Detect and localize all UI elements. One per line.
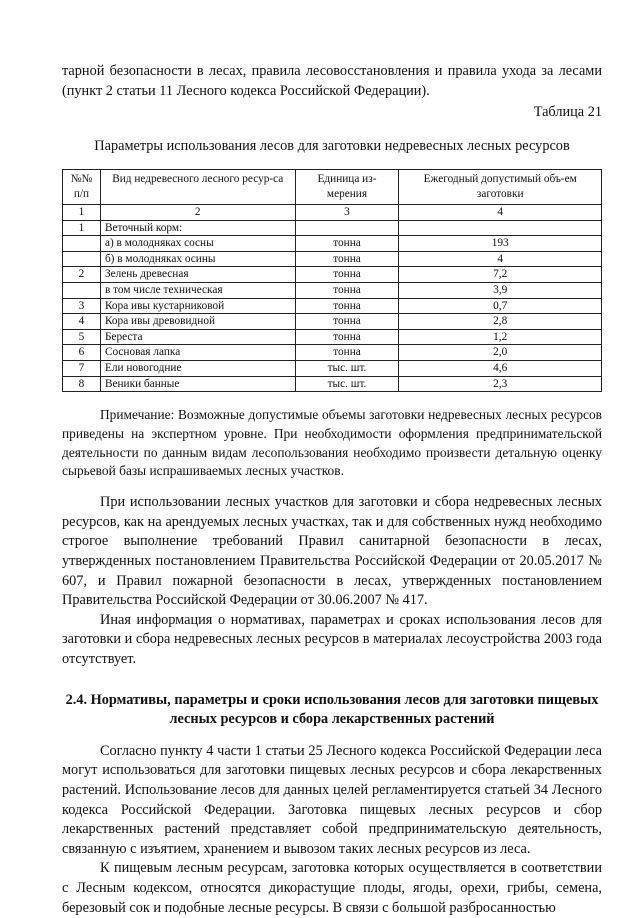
table-row xyxy=(63,329,602,345)
row-resource-cell: а) в молодняках сосны xyxy=(100,236,295,252)
row-number-cell: 2 xyxy=(63,267,101,283)
row-resource-cell: Береста xyxy=(100,329,295,345)
row-unit-cell: тонна xyxy=(295,267,399,283)
table-row xyxy=(63,298,602,314)
row-resource-cell: в том числе техническая xyxy=(100,282,295,298)
table-numbering-row xyxy=(63,204,602,220)
row-resource-cell: Кора ивы кустарниковой xyxy=(100,298,295,314)
table-row xyxy=(63,376,602,392)
body-paragraph: Иная информация о нормативах, параметрах и сроках использования лесов для заготовки и сбора недревесных лесных ресурсов в материалах лесоустройства 2003 года отсутствует. xyxy=(62,611,602,668)
row-number-cell: 3 xyxy=(63,298,101,314)
row-unit-cell: тонна xyxy=(295,251,399,267)
row-unit-cell: тонна xyxy=(295,298,399,314)
row-volume-cell: 3,9 xyxy=(399,282,602,298)
header-number: №№ п/п xyxy=(63,170,101,205)
row-number-cell: 6 xyxy=(63,345,101,361)
row-volume-cell: 1,2 xyxy=(399,329,602,345)
row-resource-cell: Кора ивы древовидной xyxy=(100,314,295,330)
row-resource-cell: Сосновая лапка xyxy=(100,345,295,361)
table-label: Таблица 21 xyxy=(533,104,602,121)
row-volume-cell: 7,2 xyxy=(399,267,602,283)
row-number-cell: 7 xyxy=(63,360,101,376)
row-unit-cell: тонна xyxy=(295,282,399,298)
row-number-cell xyxy=(63,236,101,252)
table-note: Примечание: Возможные допустимые объемы заготовки недревесных лесных ресурсов приведены на экспертном уровне. При необходимости оформления предпринимательской деятельности по данным видам лесопользования необходимо произвести детальную оценку сырьевой базы испрашиваемых лесных участков. xyxy=(62,407,602,479)
row-number-cell: 4 xyxy=(63,314,101,330)
row-volume-cell: 2,0 xyxy=(399,345,602,361)
table-row xyxy=(63,345,602,361)
row-resource-cell: Веники банные xyxy=(100,376,295,392)
row-number-cell: 1 xyxy=(63,220,101,236)
body-paragraph: Согласно пункту 4 части 1 статьи 25 Лесного кодекса Российской Федерации леса могут использоваться для заготовки пищевых лесных ресурсов и сбора лекарственных растений. Использование лесов для данных целей регламентируется статьей 34 Лесного кодекса Российской Федерации. Заготовка пищевых лесных ресурсов и сбор лекарственных растений представляет собой предпринимательскую деятельность, связанную с изъятием, хранением и вывозом таких лесных ресурсов из леса. xyxy=(62,742,602,857)
numbering-cell: 2 xyxy=(100,204,295,220)
row-volume-cell xyxy=(399,220,602,236)
intro-paragraph: тарной безопасности в лесах, правила лесовосстановления и правила ухода за лесами (пункт 2 статьи 11 Лесного кодекса Российской Федерации). xyxy=(62,63,602,99)
table-row xyxy=(63,251,602,267)
table-row xyxy=(63,282,602,298)
row-volume-cell: 2,3 xyxy=(399,376,602,392)
row-unit-cell: тонна xyxy=(295,329,399,345)
row-volume-cell: 193 xyxy=(399,236,602,252)
row-volume-cell: 4 xyxy=(399,251,602,267)
row-number-cell xyxy=(63,282,101,298)
section-heading: 2.4. Нормативы, параметры и сроки использования лесов для заготовки пищевых лесных ресурсов и сбора лекарственных растений xyxy=(65,691,599,728)
row-volume-cell: 0,7 xyxy=(399,298,602,314)
body-paragraph: К пищевым лесным ресурсам, заготовка которых осуществляется в соответствии с Лесным кодексом, относятся дикорастущие плоды, ягоды, орехи, грибы, семена, березовый сок и подобные лесные ресурсы. В связи с большой разбросанностью xyxy=(62,860,602,916)
row-number-cell: 5 xyxy=(63,329,101,345)
row-number-cell: 8 xyxy=(63,376,101,392)
numbering-cell: 4 xyxy=(399,204,602,220)
row-unit-cell xyxy=(295,220,399,236)
table-row xyxy=(63,314,602,330)
row-resource-cell: Веточный корм: xyxy=(100,220,295,236)
row-unit-cell: тонна xyxy=(295,314,399,330)
header-volume: Ежегодный допустимый объ-ем заготовки xyxy=(399,170,602,205)
row-resource-cell: Ели новогодние xyxy=(100,360,295,376)
resources-table xyxy=(62,169,602,392)
row-volume-cell: 2,8 xyxy=(399,314,602,330)
row-unit-cell: тыс. шт. xyxy=(295,360,399,376)
table-body xyxy=(63,220,602,392)
row-unit-cell: тонна xyxy=(295,236,399,252)
header-unit: Единица из-мерения xyxy=(295,170,399,205)
table-row xyxy=(63,360,602,376)
table-header-row xyxy=(63,170,602,205)
numbering-cell: 3 xyxy=(295,204,399,220)
row-resource-cell: б) в молодняках осины xyxy=(100,251,295,267)
row-unit-cell: тыс. шт. xyxy=(295,376,399,392)
document-page xyxy=(62,62,602,918)
row-resource-cell: Зелень древесная xyxy=(100,267,295,283)
table-row xyxy=(63,236,602,252)
row-volume-cell: 4,6 xyxy=(399,360,602,376)
table-caption: Параметры использования лесов для заготовки недревесных лесных ресурсов xyxy=(94,137,570,154)
numbering-cell: 1 xyxy=(63,204,101,220)
table-row xyxy=(63,267,602,283)
row-number-cell xyxy=(63,251,101,267)
header-resource: Вид недревесного лесного ресур-са xyxy=(100,170,295,205)
table-row xyxy=(63,220,602,236)
row-unit-cell: тонна xyxy=(295,345,399,361)
body-paragraph: При использовании лесных участков для заготовки и сбора недревесных лесных ресурсов, как на арендуемых лесных участках, так и для собственных нужд необходимо строгое выполнение требований Правил санитарной безопасности в лесах, утвержденных постановлением Правительства Российской Федерации от 20.05.2017 № 607, и Правил пожарной безопасности в лесах, утвержденных постановлением Правительства Российской Федерации от 30.06.2007 № 417. xyxy=(62,494,602,609)
